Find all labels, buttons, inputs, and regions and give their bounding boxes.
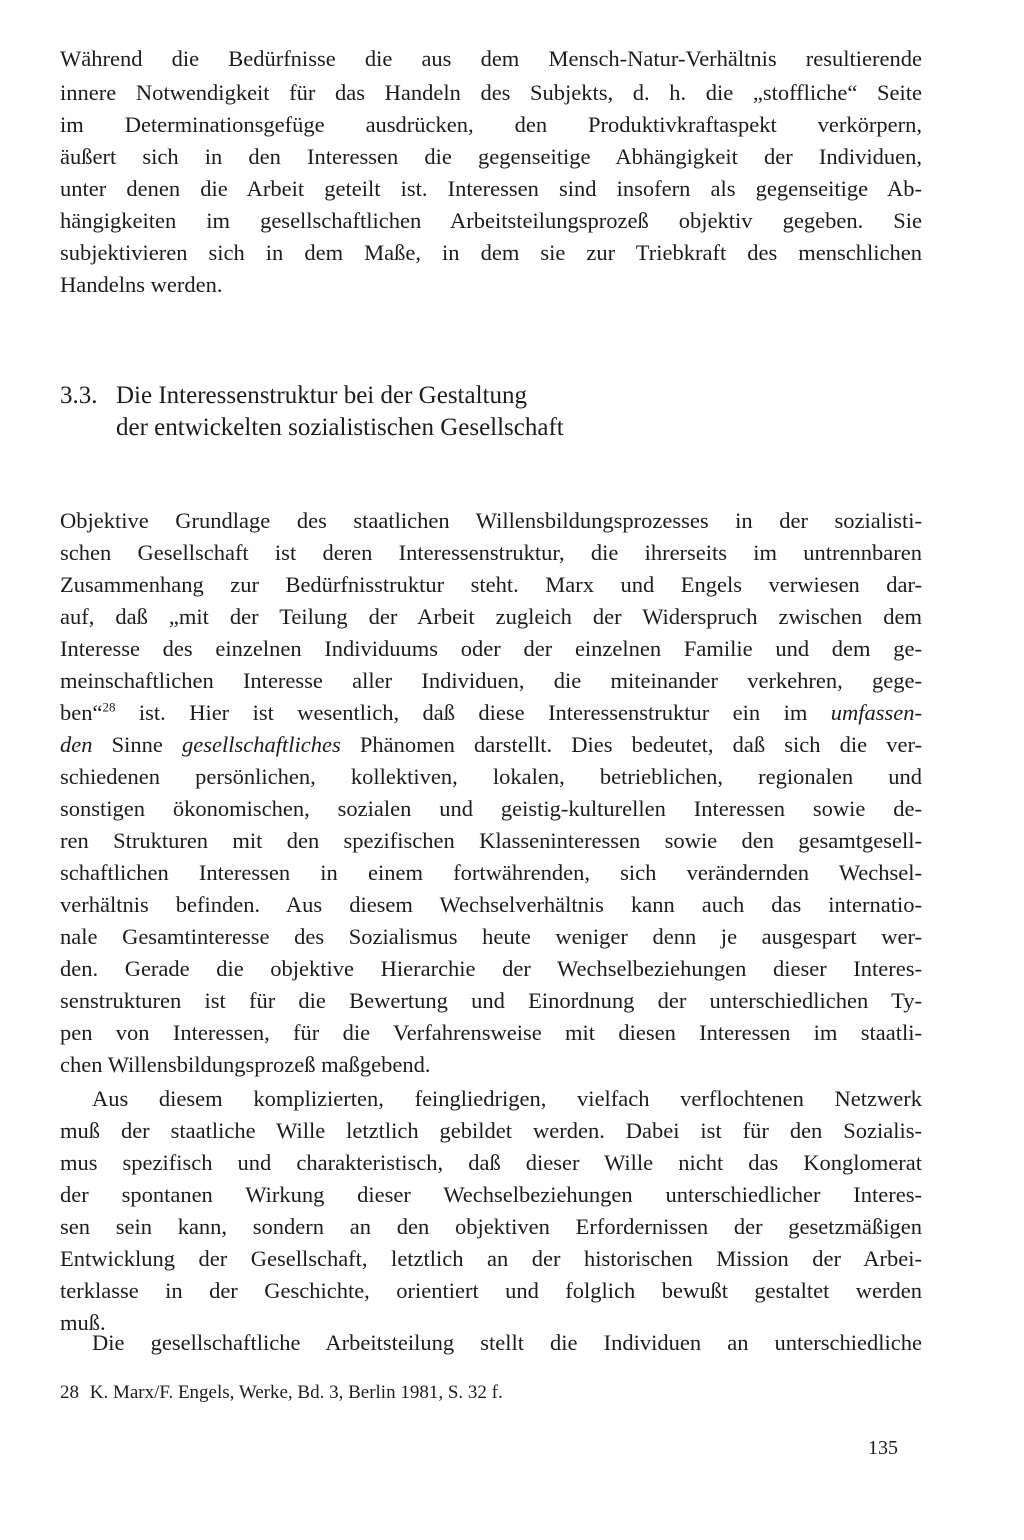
body-line: Entwicklung der Gesellschaft, letztlich an der historischen Mission der Arbei- [60,1246,922,1271]
body-line: Interesse des einzelnen Individuums oder der einzelnen Familie und dem ge- [60,636,922,661]
intro-line: Während die Bedürfnisse die aus dem Mensch-Natur-Verhältnis resultierende [60,46,922,71]
intro-line: im Determinationsgefüge ausdrücken, den Produktivkraftaspekt verkörpern, [60,112,922,137]
body-text: ist. Hier ist wesentlich, daß diese Interessenstruktur ein im [115,700,831,725]
body-line: Objektive Grundlage des staatlichen Willensbildungsprozesses in der sozialisti- [60,508,922,533]
emphasis-text: gesellschaftliches [182,732,341,757]
body-line: Aus diesem komplizierten, feingliedrigen, vielfach verflochtenen Netzwerk [92,1086,922,1111]
body-line: Die gesellschaftliche Arbeitsteilung stellt die Individuen an unterschiedliche [92,1330,922,1355]
body-line [60,732,922,758]
body-line: muß der staatliche Wille letztlich gebildet werden. Dabei ist für den Sozialis- [60,1118,922,1143]
body-line: pen von Interessen, für die Verfahrensweise mit diesen Interessen im staatli- [60,1020,922,1045]
body-line: muß. [60,1310,106,1335]
body-line: senstrukturen ist für die Bewertung und Einordnung der unterschiedlichen Ty- [60,988,922,1013]
intro-line: innere Notwendigkeit für das Handeln des Subjekts, d. h. die „stoffliche“ Seite [60,80,922,105]
section-number: 3.3. [60,382,98,409]
body-text: ben“ [60,700,103,725]
body-line: schen Gesellschaft ist deren Interessenstruktur, die ihrerseits im untrennbaren [60,540,922,565]
body-line [60,700,922,726]
emphasis-text: den [60,732,93,757]
intro-line: unter denen die Arbeit geteilt ist. Interessen sind insofern als gegenseitige Ab- [60,176,922,201]
body-line: auf, daß „mit der Teilung der Arbeit zugleich der Widerspruch zwischen dem [60,604,922,629]
body-line: sonstigen ökonomischen, sozialen und geistig-kulturellen Interessen sowie de- [60,796,922,821]
body-line: sen sein kann, sondern an den objektiven Erfordernissen der gesetzmäßigen [60,1214,922,1239]
intro-line: Handelns werden. [60,272,223,297]
body-line: Zusammenhang zur Bedürfnisstruktur steht. Marx und Engels verwiesen dar- [60,572,922,597]
footnote-reference: 28 [102,699,116,715]
page-number: 135 [868,1437,898,1459]
body-line: den. Gerade die objektive Hierarchie der Wechselbeziehungen dieser Interes- [60,956,922,981]
intro-line: äußert sich in den Interessen die gegenseitige Abhängigkeit der Individuen, [60,144,922,169]
intro-line: hängigkeiten im gesellschaftlichen Arbeitsteilungsprozeß objektiv gegeben. Sie [60,208,922,233]
body-line: meinschaftlichen Interesse aller Individuen, die miteinander verkehren, gege- [60,668,922,693]
section-title-line: der entwickelten sozialistischen Gesellschaft [116,414,564,441]
intro-line: subjektivieren sich in dem Maße, in dem sie zur Triebkraft des menschlichen [60,240,922,265]
body-line: nale Gesamtinteresse des Sozialismus heute weniger denn je ausgespart wer- [60,924,922,949]
section-title-line: Die Interessenstruktur bei der Gestaltung [116,382,527,409]
body-line: verhältnis befinden. Aus diesem Wechselverhältnis kann auch das internatio- [60,892,922,917]
emphasis-text: umfassen- [830,700,922,725]
body-line: schiedenen persönlichen, kollektiven, lokalen, betrieblichen, regionalen und [60,764,922,789]
body-line: der spontanen Wirkung dieser Wechselbeziehungen unterschiedlicher Interes- [60,1182,922,1207]
body-text: Phänomen darstellt. Dies bedeutet, daß sich die ver- [340,732,922,757]
body-text: Sinne [92,732,183,757]
body-line: ren Strukturen mit den spezifischen Klasseninteressen sowie den gesamtgesell- [60,828,922,853]
footnote-text: K. Marx/F. Engels, Werke, Bd. 3, Berlin 1981, S. 32 f. [89,1382,503,1403]
body-line: chen Willensbildungsprozeß maßgebend. [60,1052,431,1077]
body-line: schaftlichen Interessen in einem fortwährenden, sich verändernden Wechsel- [60,860,922,885]
footnote [60,1382,503,1404]
footnote-number: 28 [60,1382,79,1403]
body-line: terklasse in der Geschichte, orientiert und folglich bewußt gestaltet werden [60,1278,922,1303]
body-line: mus spezifisch und charakteristisch, daß dieser Wille nicht das Konglomerat [60,1150,922,1175]
